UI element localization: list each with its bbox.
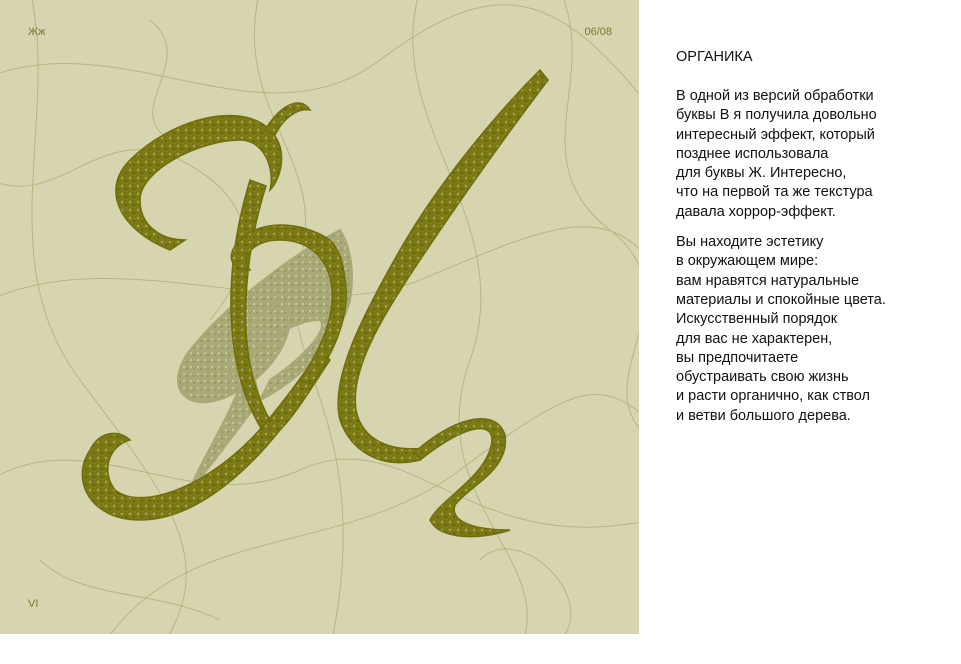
article-text [676, 48, 946, 437]
article-paragraph-1: В одной из версий обработки буквы В я получила довольно интересный эффект, который позднее использовала для буквы Ж. Интересно, что на первой та же текстура давала хоррор-эффект. [676, 88, 877, 220]
article-title: ОРГАНИКА [676, 49, 753, 65]
article-paragraph-2: Вы находите эстетику в окружающем мире: вам нравятся натуральные материалы и спокойные цвета. Искусственный порядок для вас не характерен, вы предпочитаете обустраивать свою жизнь и расти органично, как ствол и ветви большого дерева. [676, 234, 886, 424]
chapter-numeral: VI [28, 598, 39, 610]
page-counter: 06/08 [584, 26, 612, 38]
corner-label-top-left: Жж [28, 26, 46, 38]
